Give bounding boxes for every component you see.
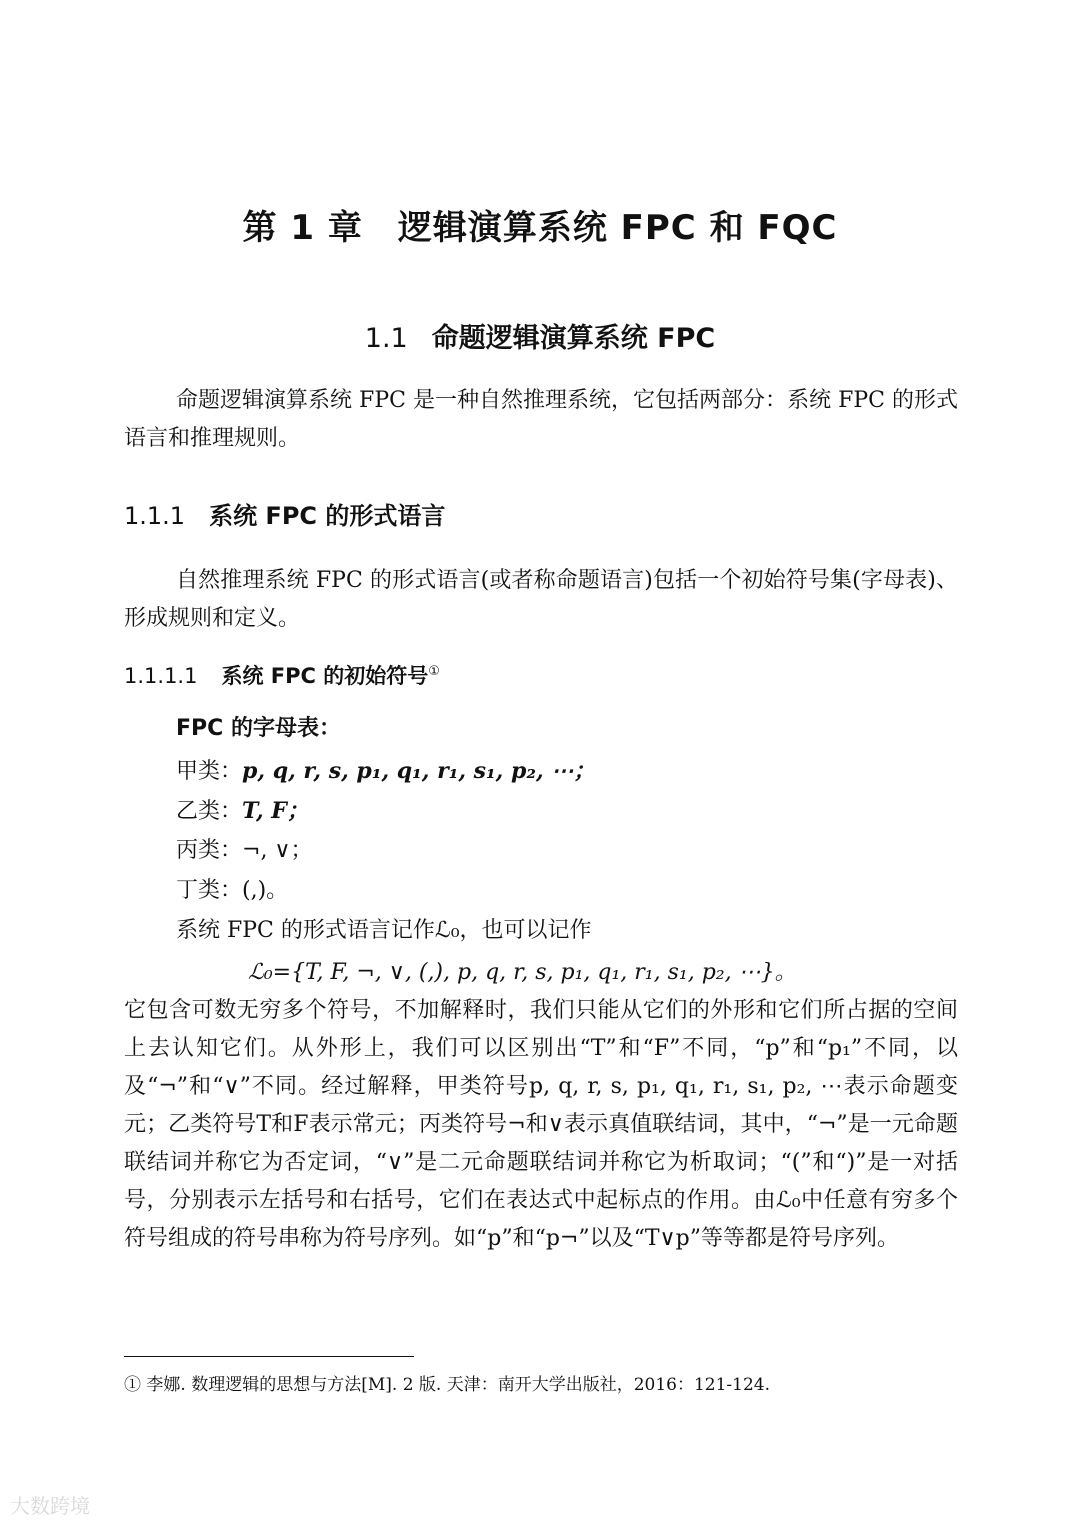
alphabet-yi-label: 乙类： [176,799,243,824]
section-title-text: 命题逻辑演算系统 FPC [431,323,716,354]
alphabet-bing-symbols: ¬, ∨； [242,838,313,863]
notation-line: 系统 FPC 的形式语言记作ℒ₀，也可以记作 [176,918,592,943]
alphabet-heading: FPC 的字母表： [176,716,341,741]
alphabet-ding-symbols: (,)。 [242,878,289,903]
subsection-number: 1.1.1 [124,502,186,530]
subsection-title-text: 系统 FPC 的形式语言 [209,502,446,530]
body-paragraph: 它包含可数无穷多个符号，不加解释时，我们只能从它们的外形和它们所占据的空间上去认知它们。从外形上，我们可以区别出“T”和“F”不同，“p”和“p₁”不同，以及“¬”和“∨”不同。经过解释，甲类符号p, q, r, s, p₁, q₁, r₁, s₁, p₂, ⋯表示命题变元；乙类符号T和F表示常元；丙类符号¬和∨表示真值联结词，其中，“¬”是一元命题联结词并称它为否定词，“∨”是二元命题联结词并称它为析取词；“(”和“)”是一对括号，分别表示左括号和右括号，它们在表达式中起标点的作用。由ℒ₀中任意有穷多个符号组成的符号串称为符号序列。如“p”和“p¬”以及“T∨p”等等都是符号序列。 [124,998,958,1251]
footnote-mark[interactable]: ① [428,664,440,679]
section-number: 1.1 [364,323,408,354]
alphabet-jia-label: 甲类： [176,759,243,784]
subsection-title [124,496,445,531]
footnote-divider [124,1356,414,1357]
alphabet-bing-label: 丙类： [176,838,243,863]
section-title [0,316,1080,355]
footnote: ① 李娜. 数理逻辑的思想与方法[M]. 2 版. 天津：南开大学出版社，2016：121-124. [124,1375,771,1395]
alphabet-ding [176,872,288,910]
intro-paragraph: 命题逻辑演算系统 FPC 是一种自然推理系统，它包括两部分：系统 FPC 的形式语言和推理规则。 [124,388,958,451]
alphabet-yi [176,792,309,831]
alphabet-jia [176,752,595,791]
subsubsection-number: 1.1.1.1 [124,664,198,688]
alphabet-jia-symbols: p, q, r, s, p₁, q₁, r₁, s₁, p₂, ⋯； [242,758,596,784]
subsubsection-title-text: 系统 FPC 的初始符号 [221,664,429,688]
language-formula: ℒ₀={T, F, ¬, ∨, (,), p, q, r, s, p₁, q₁, r₁, s₁, p₂, ⋯}。 [248,960,797,985]
alphabet-yi-symbols: T, F； [242,798,309,824]
alphabet-bing [176,832,313,870]
subsubsection-title [124,660,440,690]
subsection-paragraph: 自然推理系统 FPC 的形式语言(或者称命题语言)包括一个初始符号集(字母表)、形成规则和定义。 [124,568,958,631]
chapter-title: 第 1 章 逻辑演算系统 FPC 和 FQC [242,208,838,248]
watermark: 大数跨境 [10,1494,90,1518]
alphabet-ding-label: 丁类： [176,878,243,903]
